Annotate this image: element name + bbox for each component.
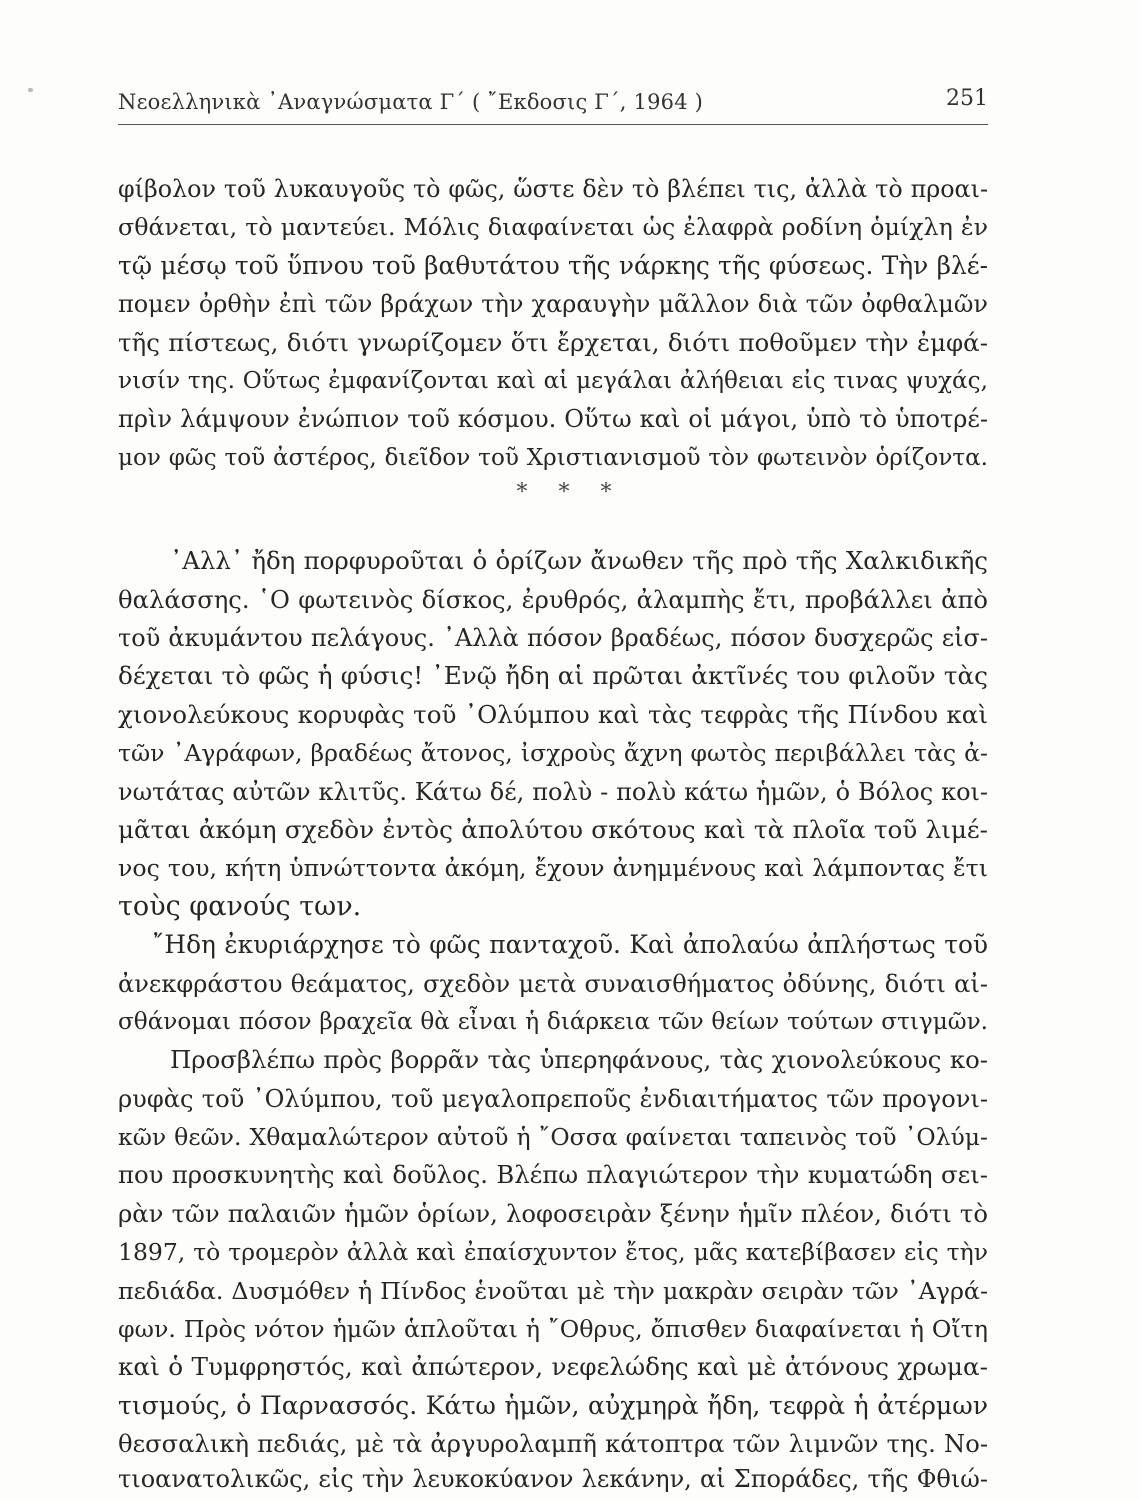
- text-line: Προσβλέπω πρὸς βορρᾶν τὰς ὑπερηφάνους, τὰς χιονολεύκους κο-: [170, 1045, 988, 1074]
- text-line: τῷ μέσῳ τοῦ ὕπνου τοῦ βαθυτάτου τῆς νάρκης τῆς φύσεως. Τὴν βλέ-: [118, 251, 988, 280]
- text-line: θεσσαλικὴ πεδιάς, μὲ τὰ ἀργυρολαμπῆ κάτοπτρα τῶν λιμνῶν της. Νο-: [118, 1430, 988, 1458]
- text-line: ἀνεκφράστου θεάματος, σχεδὸν μετὰ συναισθήματος ὀδύνης, διότι αἰ-: [118, 970, 988, 998]
- text-line: σθάνεται, τὸ μαντεύει. Μόλις διαφαίνεται ὡς ἐλαφρὰ ροδίνη ὁμίχλη ἐν: [118, 213, 988, 241]
- text-line: νισίν της. Οὕτως ἐμφανίζονται καὶ αἱ μεγάλαι ἀλήθειαι εἰς τινας ψυχάς,: [118, 368, 988, 394]
- text-line: τῆς πίστεως, διότι γνωρίζομεν ὅτι ἔρχεται, διότι ποθοῦμεν τὴν ἐμφά-: [118, 328, 988, 357]
- running-header: [118, 86, 988, 120]
- text-line: μᾶται ἀκόμη σχεδὸν ἐντὸς ἀπολύτου σκότους καὶ τὰ πλοῖα τοῦ λιμέ-: [118, 815, 988, 844]
- text-line: ρὰν τῶν παλαιῶν ἡμῶν ὁρίων, λοφοσειρὰν ξένην ἡμῖν πλέον, διότι τὸ: [118, 1199, 988, 1228]
- text-line: πεδιάδα. Δυσμόθεν ἡ Πίνδος ἑνοῦται μὲ τὴν μακρὰν σειρὰν τῶν ᾿Αγρά-: [118, 1277, 988, 1305]
- section-break: * * *: [516, 480, 624, 505]
- text-line: ρυφὰς τοῦ ᾿Ολύμπου, τοῦ μεγαλοπρεποῦς ἐνδιαιτήματος τῶν προγονι-: [118, 1085, 988, 1113]
- text-line: πομεν ὀρθὴν ἐπὶ τῶν βράχων τὴν χαραυγὴν μᾶλλον διὰ τῶν ὀφθαλμῶν: [118, 290, 988, 318]
- text-line: ῎Ηδη ἐκυριάρχησε τὸ φῶς πανταχοῦ. Καὶ ἀπολαύω ἀπλήστως τοῦ: [152, 930, 988, 959]
- scan-speck: [28, 88, 33, 92]
- text-line: θαλάσσης. ῾Ο φωτεινὸς δίσκος, ἐρυθρός, ἀλαμπὴς ἔτι, προβάλλει ἀπὸ: [118, 585, 988, 614]
- text-line: κῶν θεῶν. Χθαμαλώτερον αὐτοῦ ἡ ῎Οσσα φαίνεται ταπεινὸς τοῦ ᾿Ολύμ-: [118, 1123, 988, 1151]
- text-line: τισμούς, ὁ Παρνασσός. Κάτω ἡμῶν, αὐχμηρὰ ἤδη, τεφρὰ ἡ ἀτέρμων: [118, 1391, 988, 1420]
- text-line: φίβολον τοῦ λυκαυγοῦς τὸ φῶς, ὥστε δὲν τὸ βλέπει τις, ἀλλὰ τὸ προαι-: [118, 175, 988, 203]
- text-line: πρὶν λάμψουν ἐνώπιον τοῦ κόσμου. Οὕτω καὶ οἱ μάγοι, ὑπὸ τὸ ὑποτρέ-: [118, 405, 988, 433]
- text-line: χιονολεύκους κορυφὰς τοῦ ᾿Ολύμπου καὶ τὰς τεφρὰς τῆς Πίνδου καὶ: [118, 700, 988, 729]
- text-line: τοὺς φανούς των.: [118, 891, 362, 922]
- text-line: καὶ ὁ Τυμφρηστός, καὶ ἀπώτερον, νεφελώδης καὶ μὲ ἀτόνους χρωμα-: [118, 1352, 988, 1381]
- text-line: νος του, κήτη ὑπνώττοντα ἀκόμη, ἔχουν ἀνημμένους καὶ λάμποντας ἔτι: [118, 854, 988, 882]
- text-line: ᾿Αλλ᾿ ἤδη πορφυροῦται ὁ ὁρίζων ἄνωθεν τῆς πρὸ τῆς Χαλκιδικῆς: [170, 546, 988, 575]
- header-title: Νεοελληνικὰ ᾿Αναγνώσματα Γ΄ ( ῎Εκδοσις Γ΄, 1964 ): [118, 90, 704, 114]
- text-line: 1897, τὸ τρομερὸν ἀλλὰ καὶ ἐπαίσχυντον ἔτος, μᾶς κατεβίβασεν εἰς τὴν: [118, 1238, 988, 1266]
- text-line: φων. Πρὸς νότον ἡμῶν ἁπλοῦται ἡ ῎Οθρυς, ὄπισθεν διαφαίνεται ἡ Οἴτη: [118, 1315, 988, 1343]
- text-line: νωτάτας αὐτῶν κλιτῦς. Κάτω δέ, πολὺ - πολὺ κάτω ἡμῶν, ὁ Βόλος κοι-: [118, 778, 988, 806]
- text-line: τοῦ ἀκυμάντου πελάγους. ᾿Αλλὰ πόσον βραδέως, πόσον δυσχερῶς εἰσ-: [118, 624, 988, 652]
- text-line: δέχεται τὸ φῶς ἡ φύσις! ᾿Ενῷ ἤδη αἱ πρῶται ἀκτῖνές του φιλοῦν τὰς: [118, 661, 988, 690]
- text-line: τῶν ᾿Αγράφων, βραδέως ἄτονος, ἰσχροὺς ἄχνη φωτὸς περιβάλλει τὰς ἀ-: [118, 739, 988, 767]
- text-line: που προσκυνητὴς καὶ δοῦλος. Βλέπω πλαγιώτερον τὴν κυματώδη σει-: [118, 1160, 988, 1189]
- text-line: μον φῶς τοῦ ἀστέρος, διεῖδον τοῦ Χριστιανισμοῦ τὸν φωτεινὸν ὁρίζοντα.: [118, 445, 988, 471]
- header-rule: [118, 124, 988, 125]
- text-line: σθάνομαι πόσον βραχεῖα θὰ εἶναι ἡ διάρκεια τῶν θείων τούτων στιγμῶν.: [118, 1009, 988, 1035]
- text-line: τιοανατολικῶς, εἰς τὴν λευκοκύανον λεκάνην, αἱ Σποράδες, τῆς Φθιώ-: [118, 1465, 988, 1493]
- page-number: 251: [946, 86, 988, 111]
